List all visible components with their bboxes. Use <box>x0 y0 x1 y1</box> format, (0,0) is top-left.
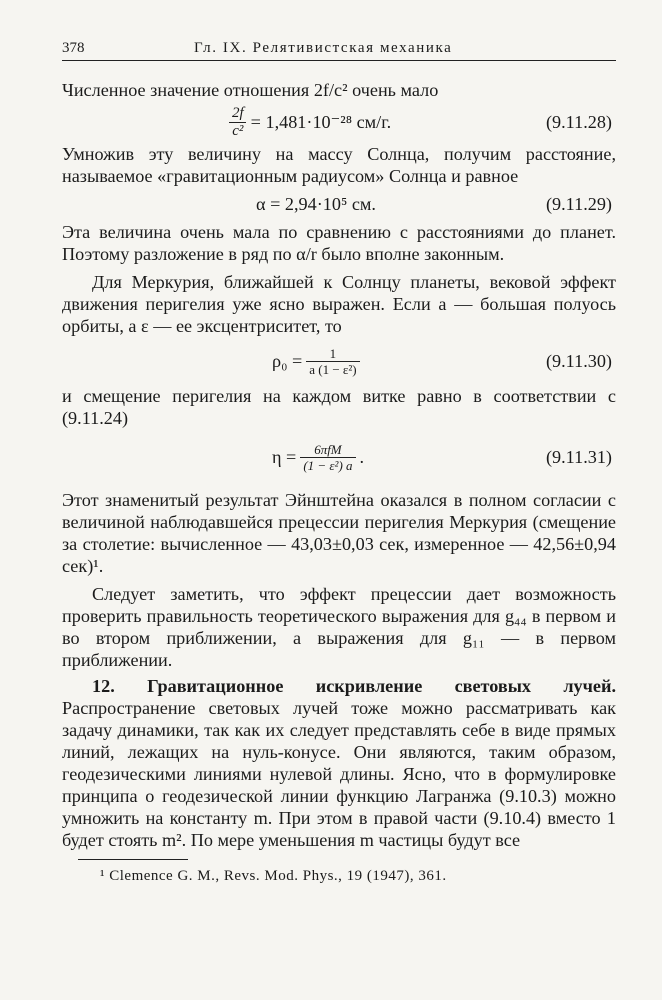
paragraph-1: Численное значение отношения 2f/c² очень мало <box>62 80 439 100</box>
section-title: 12. Гравитационное искривление световых лучей. <box>92 676 616 696</box>
fraction-numerator: 1 <box>329 345 337 361</box>
equation-9-11-29 <box>62 187 616 221</box>
equation-9-11-31 <box>62 429 616 485</box>
paragraph-4: Для Меркурия, ближайшей к Солнцу планеты, вековой эффект движения перигелия уже ясно выражен. Если a — большая полуось орбиты, а ε — ее эксцентриситет, то <box>62 272 616 336</box>
fraction-numerator: 2f <box>232 104 244 121</box>
fraction <box>229 105 247 140</box>
paragraph-8 <box>62 675 616 851</box>
equation-number: (9.11.31) <box>545 446 612 467</box>
running-header <box>62 38 616 61</box>
equation-number: (9.11.29) <box>545 193 612 214</box>
fraction <box>306 346 359 377</box>
paragraph-7: Следует заметить, что эффект прецессии дает возможность проверить правильность теоретического выражения для g₄₄ в первом и во втором приближении, а выражения для g₁₁ — в первом приближении. <box>62 584 616 670</box>
equation-number: (9.11.28) <box>545 111 612 132</box>
equation-9-11-28 <box>62 101 616 143</box>
page-number: 378 <box>62 40 85 56</box>
fraction-denominator: (1 − ε²) a <box>300 457 355 473</box>
paragraph-3: Эта величина очень мала по сравнению с расстояниями до планет. Поэтому разложение в ряд по α/r было вполне законным. <box>62 222 616 264</box>
equation-body: α = 2,94·10⁵ см. <box>256 193 376 214</box>
footnote-divider <box>78 859 188 860</box>
paragraph-5: и смещение перигелия на каждом витке равно в соответствии с (9.11.24) <box>62 386 616 428</box>
equation-tail: . <box>359 446 365 467</box>
equation-number: (9.11.30) <box>545 350 612 371</box>
fraction-denominator: a (1 − ε²) <box>306 361 359 377</box>
page <box>62 38 616 885</box>
paragraph-6: Этот знаменитый результат Эйнштейна оказался в полном согласии с величиной наблюдавшейся прецессии перигелия Меркурия (смещение за столетие: вычисленное — 43,03±0,03 сек, измеренное — 42,56±0,94 сек)¹. <box>62 490 616 576</box>
equation-lhs: ρ₀ = <box>272 350 303 371</box>
paragraph-2: Умножив эту величину на массу Солнца, получим расстояние, называемое «гравитационным радиусом» Солнца и равное <box>62 144 616 186</box>
equation-9-11-30 <box>62 337 616 385</box>
equation-rhs: = 1,481·10⁻²⁸ см/г. <box>250 111 392 132</box>
chapter-title: Гл. IX. Релятивистская механика <box>194 40 453 56</box>
fraction-numerator: 6πfM <box>314 441 342 457</box>
fraction <box>300 442 355 473</box>
footnote: ¹ Clemence G. M., Revs. Mod. Phys., 19 (1947), 361. <box>100 868 447 884</box>
fraction-denominator: c² <box>229 122 246 140</box>
equation-lhs: η = <box>272 446 297 467</box>
section-text: Распространение световых лучей тоже можно рассматривать как задачу динамики, так как их следует представлять себе в виде прямых линий, лежащих на нуль-конусе. Они являются, таким образом, геодезическими линиями нулевой длины. Ясно, что в формулировке принципа о геодезической линии функцию Лагранжа (9.10.3) можно умножить на константу m. При этом в правой части (9.10.4) вместо 1 будет стоять m². По мере уменьшения m частицы будут все <box>62 698 616 850</box>
